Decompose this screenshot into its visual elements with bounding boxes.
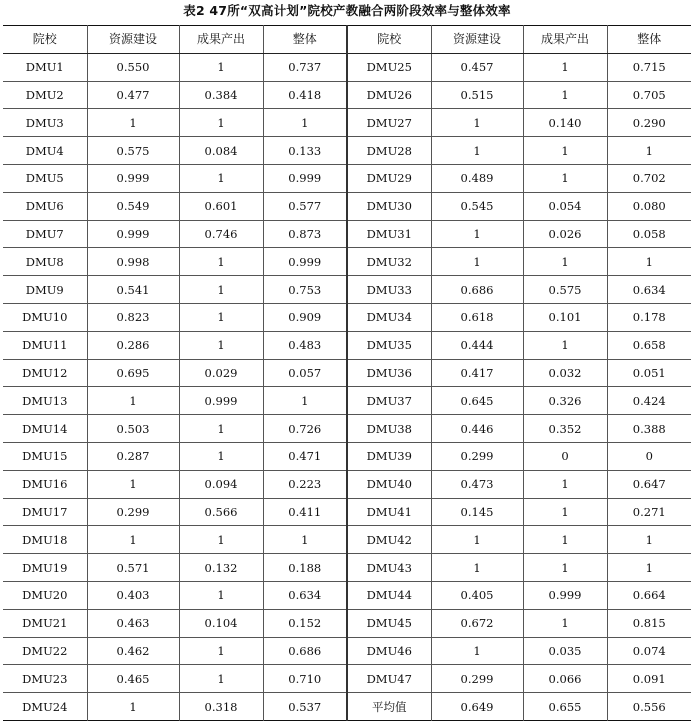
cell-resource-building: 0.286 (87, 331, 179, 359)
header-resource-building: 资源建设 (87, 26, 179, 54)
cell-school-right: DMU28 (347, 137, 431, 165)
cell-overall-right: 0.058 (607, 220, 691, 248)
cell-school-right: DMU32 (347, 248, 431, 276)
cell-overall: 0.223 (263, 470, 347, 498)
cell-resource-building-right: 0.145 (431, 498, 523, 526)
cell-resource-building: 0.999 (87, 220, 179, 248)
cell-overall: 0.188 (263, 554, 347, 582)
cell-overall-right: 0.074 (607, 637, 691, 665)
cell-resource-building-right: 1 (431, 109, 523, 137)
cell-resource-building: 0.503 (87, 415, 179, 443)
cell-overall-right: 0.658 (607, 331, 691, 359)
cell-resource-building: 0.999 (87, 164, 179, 192)
cell-school-right: DMU41 (347, 498, 431, 526)
cell-school: DMU7 (3, 220, 87, 248)
cell-output: 0.104 (179, 609, 263, 637)
cell-school: DMU6 (3, 192, 87, 220)
cell-resource-building-right: 0.649 (431, 693, 523, 721)
cell-resource-building: 0.571 (87, 554, 179, 582)
cell-school: DMU2 (3, 81, 87, 109)
cell-output-right: 0 (523, 442, 607, 470)
cell-overall: 0.537 (263, 693, 347, 721)
cell-resource-building: 1 (87, 470, 179, 498)
cell-output: 1 (179, 303, 263, 331)
cell-school: DMU1 (3, 53, 87, 81)
cell-overall-right: 1 (607, 526, 691, 554)
table-row (3, 276, 691, 304)
table-row (3, 498, 691, 526)
cell-overall-right: 0.388 (607, 415, 691, 443)
cell-output-right: 0.054 (523, 192, 607, 220)
cell-school-right: DMU45 (347, 609, 431, 637)
cell-overall: 0.999 (263, 248, 347, 276)
table-row (3, 609, 691, 637)
table-row (3, 109, 691, 137)
cell-school: DMU13 (3, 387, 87, 415)
cell-overall-right: 0.271 (607, 498, 691, 526)
cell-overall: 0.057 (263, 359, 347, 387)
cell-resource-building-right: 0.446 (431, 415, 523, 443)
table-row (3, 581, 691, 609)
cell-overall: 1 (263, 387, 347, 415)
cell-output: 1 (179, 53, 263, 81)
cell-overall-right: 0.715 (607, 53, 691, 81)
cell-resource-building: 0.823 (87, 303, 179, 331)
cell-school: DMU8 (3, 248, 87, 276)
cell-overall: 0.737 (263, 53, 347, 81)
cell-overall: 0.909 (263, 303, 347, 331)
cell-overall-right: 0.705 (607, 81, 691, 109)
header-school-right: 院校 (347, 26, 431, 54)
cell-overall: 1 (263, 109, 347, 137)
cell-overall: 0.418 (263, 81, 347, 109)
cell-overall-right: 0.290 (607, 109, 691, 137)
cell-overall-right: 0.702 (607, 164, 691, 192)
cell-output-right: 1 (523, 331, 607, 359)
cell-school: DMU18 (3, 526, 87, 554)
cell-school: DMU20 (3, 581, 87, 609)
table-row (3, 331, 691, 359)
cell-output-right: 0.352 (523, 415, 607, 443)
table-row (3, 693, 691, 721)
cell-overall-right: 0.634 (607, 276, 691, 304)
cell-output-right: 1 (523, 609, 607, 637)
cell-resource-building: 0.550 (87, 53, 179, 81)
table-row (3, 192, 691, 220)
cell-school-right: DMU34 (347, 303, 431, 331)
header-school: 院校 (3, 26, 87, 54)
cell-resource-building: 0.477 (87, 81, 179, 109)
cell-output-right: 0.655 (523, 693, 607, 721)
cell-resource-building: 0.695 (87, 359, 179, 387)
cell-school-right: DMU25 (347, 53, 431, 81)
cell-school: DMU11 (3, 331, 87, 359)
header-overall: 整体 (263, 26, 347, 54)
cell-overall-right: 1 (607, 137, 691, 165)
cell-resource-building-right: 0.299 (431, 442, 523, 470)
cell-resource-building: 1 (87, 693, 179, 721)
cell-overall: 0.710 (263, 665, 347, 693)
cell-overall: 0.686 (263, 637, 347, 665)
cell-output-right: 1 (523, 81, 607, 109)
cell-overall: 0.133 (263, 137, 347, 165)
cell-overall-right: 0.664 (607, 581, 691, 609)
header-output: 成果产出 (179, 26, 263, 54)
cell-resource-building-right: 0.489 (431, 164, 523, 192)
cell-overall-right: 1 (607, 248, 691, 276)
cell-resource-building: 0.462 (87, 637, 179, 665)
cell-output: 0.132 (179, 554, 263, 582)
table-row (3, 359, 691, 387)
cell-resource-building-right: 0.444 (431, 331, 523, 359)
cell-overall: 0.999 (263, 164, 347, 192)
cell-school-right: 平均值 (347, 693, 431, 721)
cell-school-right: DMU47 (347, 665, 431, 693)
cell-output-right: 1 (523, 470, 607, 498)
cell-overall: 0.411 (263, 498, 347, 526)
cell-overall: 0.726 (263, 415, 347, 443)
cell-school-right: DMU29 (347, 164, 431, 192)
cell-overall-right: 0.178 (607, 303, 691, 331)
cell-output-right: 1 (523, 53, 607, 81)
cell-school-right: DMU26 (347, 81, 431, 109)
cell-resource-building: 0.998 (87, 248, 179, 276)
cell-resource-building-right: 1 (431, 637, 523, 665)
table-row (3, 526, 691, 554)
cell-school: DMU12 (3, 359, 87, 387)
cell-school: DMU21 (3, 609, 87, 637)
cell-school: DMU9 (3, 276, 87, 304)
cell-output: 0.601 (179, 192, 263, 220)
cell-overall: 1 (263, 526, 347, 554)
cell-resource-building-right: 0.515 (431, 81, 523, 109)
cell-output: 1 (179, 415, 263, 443)
cell-output: 1 (179, 581, 263, 609)
cell-school: DMU16 (3, 470, 87, 498)
table-row (3, 470, 691, 498)
cell-resource-building-right: 0.417 (431, 359, 523, 387)
cell-school: DMU19 (3, 554, 87, 582)
cell-resource-building-right: 0.618 (431, 303, 523, 331)
cell-output: 0.384 (179, 81, 263, 109)
cell-school-right: DMU42 (347, 526, 431, 554)
cell-resource-building-right: 0.405 (431, 581, 523, 609)
cell-overall-right: 0.815 (607, 609, 691, 637)
cell-resource-building: 0.465 (87, 665, 179, 693)
cell-school: DMU23 (3, 665, 87, 693)
cell-output-right: 1 (523, 248, 607, 276)
cell-output: 1 (179, 109, 263, 137)
cell-school-right: DMU43 (347, 554, 431, 582)
cell-school: DMU10 (3, 303, 87, 331)
cell-school-right: DMU46 (347, 637, 431, 665)
table-body (3, 53, 691, 720)
cell-output: 1 (179, 665, 263, 693)
table-row (3, 554, 691, 582)
cell-overall: 0.152 (263, 609, 347, 637)
cell-output: 0.084 (179, 137, 263, 165)
cell-output-right: 0.035 (523, 637, 607, 665)
cell-output: 0.029 (179, 359, 263, 387)
efficiency-table (3, 25, 691, 721)
table-row (3, 81, 691, 109)
cell-resource-building-right: 1 (431, 137, 523, 165)
cell-output: 1 (179, 442, 263, 470)
cell-school: DMU15 (3, 442, 87, 470)
cell-overall: 0.577 (263, 192, 347, 220)
cell-output-right: 0.575 (523, 276, 607, 304)
cell-output: 0.746 (179, 220, 263, 248)
table-row (3, 53, 691, 81)
cell-resource-building: 1 (87, 109, 179, 137)
cell-overall-right: 0.424 (607, 387, 691, 415)
cell-school: DMU5 (3, 164, 87, 192)
cell-output-right: 1 (523, 554, 607, 582)
cell-overall: 0.634 (263, 581, 347, 609)
cell-school-right: DMU38 (347, 415, 431, 443)
cell-output-right: 1 (523, 137, 607, 165)
cell-resource-building-right: 0.686 (431, 276, 523, 304)
cell-resource-building-right: 0.457 (431, 53, 523, 81)
cell-resource-building-right: 1 (431, 526, 523, 554)
cell-output-right: 0.026 (523, 220, 607, 248)
cell-school-right: DMU30 (347, 192, 431, 220)
cell-output-right: 0.999 (523, 581, 607, 609)
cell-overall: 0.753 (263, 276, 347, 304)
cell-output: 1 (179, 164, 263, 192)
cell-school: DMU14 (3, 415, 87, 443)
cell-school: DMU22 (3, 637, 87, 665)
cell-overall: 0.483 (263, 331, 347, 359)
cell-school-right: DMU36 (347, 359, 431, 387)
cell-resource-building: 1 (87, 526, 179, 554)
cell-output-right: 0.140 (523, 109, 607, 137)
cell-school: DMU4 (3, 137, 87, 165)
cell-resource-building: 0.287 (87, 442, 179, 470)
cell-output-right: 0.326 (523, 387, 607, 415)
cell-output-right: 1 (523, 498, 607, 526)
header-overall-right: 整体 (607, 26, 691, 54)
cell-resource-building: 0.549 (87, 192, 179, 220)
cell-school-right: DMU33 (347, 276, 431, 304)
cell-resource-building: 0.541 (87, 276, 179, 304)
cell-output-right: 0.032 (523, 359, 607, 387)
table-row (3, 220, 691, 248)
cell-overall-right: 0.091 (607, 665, 691, 693)
table-row (3, 137, 691, 165)
table-row (3, 665, 691, 693)
cell-output: 0.999 (179, 387, 263, 415)
cell-school: DMU17 (3, 498, 87, 526)
cell-output-right: 1 (523, 526, 607, 554)
table-row (3, 637, 691, 665)
cell-output-right: 0.101 (523, 303, 607, 331)
cell-overall-right: 0.556 (632, 699, 666, 714)
cell-school-right: DMU44 (347, 581, 431, 609)
cell-overall: 0.471 (263, 442, 347, 470)
cell-resource-building: 0.403 (87, 581, 179, 609)
table-row (3, 248, 691, 276)
cell-overall-right: 0 (607, 442, 691, 470)
cell-school-right: DMU37 (347, 387, 431, 415)
cell-school-right: DMU40 (347, 470, 431, 498)
cell-school-right: DMU39 (347, 442, 431, 470)
cell-overall-right: 0.051 (607, 359, 691, 387)
table-row (3, 303, 691, 331)
cell-resource-building-right: 1 (431, 220, 523, 248)
cell-resource-building-right: 0.299 (431, 665, 523, 693)
cell-resource-building: 1 (87, 387, 179, 415)
table-caption: 表2 47所“双高计划”院校产教融合两阶段效率与整体效率 (183, 3, 511, 18)
table-row (3, 164, 691, 192)
table-header-row (3, 26, 691, 54)
cell-overall-right: 0.080 (607, 192, 691, 220)
cell-school-right: DMU27 (347, 109, 431, 137)
cell-output: 1 (179, 526, 263, 554)
cell-overall: 0.873 (263, 220, 347, 248)
cell-resource-building-right: 0.672 (431, 609, 523, 637)
cell-resource-building-right: 1 (431, 248, 523, 276)
cell-output: 1 (179, 331, 263, 359)
cell-school: DMU24 (3, 693, 87, 721)
cell-resource-building: 0.463 (87, 609, 179, 637)
cell-resource-building-right: 1 (431, 554, 523, 582)
cell-overall-right: 0.647 (607, 470, 691, 498)
cell-output: 0.094 (179, 470, 263, 498)
cell-output: 1 (179, 637, 263, 665)
cell-resource-building: 0.299 (87, 498, 179, 526)
header-output-right: 成果产出 (523, 26, 607, 54)
header-resource-building-right: 资源建设 (431, 26, 523, 54)
table-row (3, 415, 691, 443)
cell-output: 1 (179, 276, 263, 304)
table-row (3, 442, 691, 470)
cell-school: DMU3 (3, 109, 87, 137)
cell-resource-building-right: 0.545 (431, 192, 523, 220)
cell-resource-building-right: 0.645 (431, 387, 523, 415)
cell-school-right: DMU31 (347, 220, 431, 248)
cell-overall-right: 1 (607, 554, 691, 582)
cell-resource-building: 0.575 (87, 137, 179, 165)
cell-output: 1 (179, 248, 263, 276)
cell-school-right: DMU35 (347, 331, 431, 359)
cell-output: 0.566 (179, 498, 263, 526)
cell-output: 0.318 (179, 693, 263, 721)
cell-output-right: 1 (523, 164, 607, 192)
table-row (3, 387, 691, 415)
cell-resource-building-right: 0.473 (431, 470, 523, 498)
cell-output-right: 0.066 (523, 665, 607, 693)
